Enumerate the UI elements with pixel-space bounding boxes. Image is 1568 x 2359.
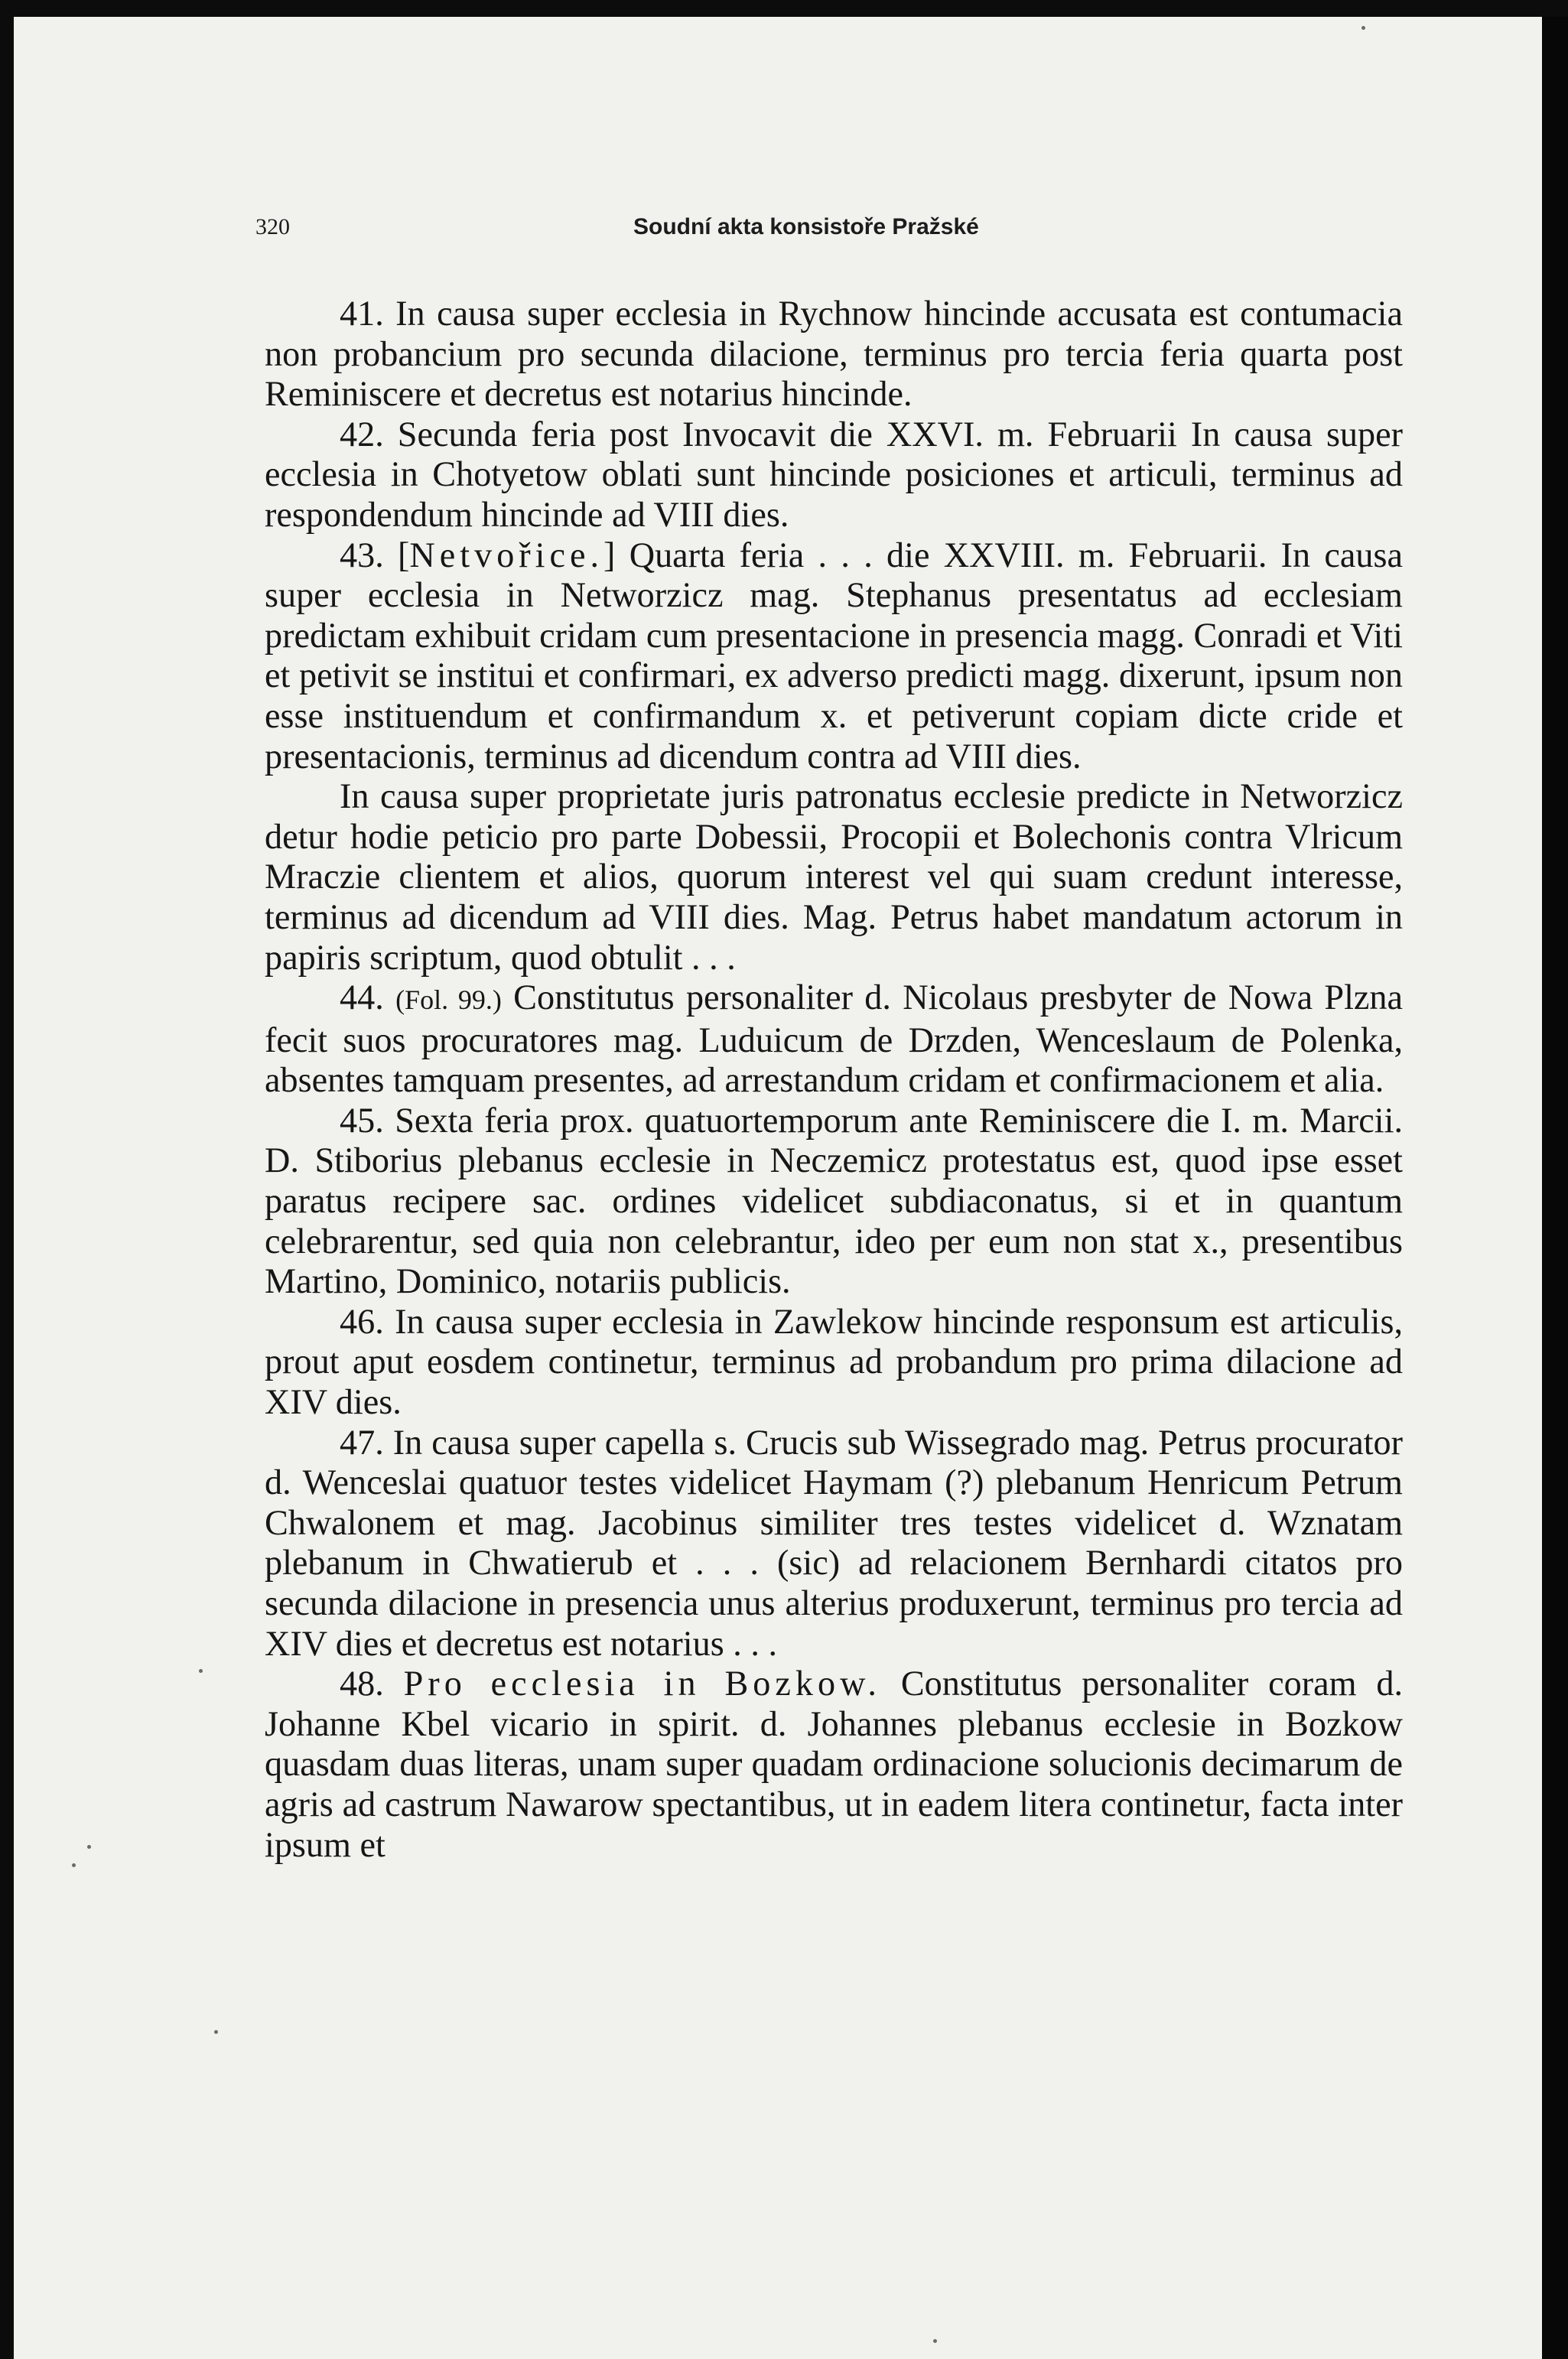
paragraph-44 [265,978,1403,1101]
scan-speck [1361,26,1365,30]
entry-text: ] Quarta feria . . . die XXVIII. m. Februarii. In causa super ecclesia in Networzicz mag. Stephanus presentatus ad ecclesiam predictam exhibuit cridam cum presentacione in presencia magg. Conradi et Viti et petivit se institui et confirmari, ex adverso predicti magg. dixerunt, ipsum non esse instituendum et confirmandum x. et petiverunt copiam dicte cride et presentacionis, terminus ad dicendum contra ad VIII dies. [265,535,1403,776]
scan-speck [214,2030,218,2034]
paragraph-45: 45. Sexta feria prox. quatuortemporum ante Reminiscere die I. m. Marcii. D. Stiborius plebanus ecclesie in Neczemicz protestatus est, quod ipse esset paratus recipere sac. ordines videlicet subdiaconatus, si et in quantum celebrarentur, sed quia non celebrantur, ideo per eum non stat x., presentibus Martino, Dominico, notariis publicis. [265,1100,1403,1301]
scan-speck [87,1845,91,1849]
entry-text: Constitutus personaliter d. Nicolaus presbyter de Nowa Plzna fecit suos procuratores mag. Luduicum de Drzden, Wenceslaum de Polenka, absentes tamquam presentes, ad arrestandum cridam et confirmacionem et alia. [265,978,1404,1100]
scan-speck [933,2339,937,2343]
section-heading: Pro ecclesia in Bozkow. [403,1664,881,1703]
paragraph-46: 46. In causa super ecclesia in Zawlekow hincinde responsum est articulis, prout aput eosdem continetur, terminus ad probandum pro prima dilacione ad XIV dies. [265,1301,1403,1422]
place-heading: Netvořice. [409,535,604,574]
entry-number: 43. [ [340,535,410,574]
body-text [265,294,1403,1865]
page-edge-shadow [1542,17,1568,2359]
running-title: Soudní akta konsistoře Pražské [633,214,979,239]
folio-reference: (Fol. 99.) [395,984,502,1016]
paragraph-43-continued: In causa super proprietate juris patronatus ecclesie predicte in Networzicz detur hodie peticio pro parte Dobessii, Procopii et Bolechonis contra Vlricum Mraczie clientem et alios, quorum interest vel qui suam credunt interesse, terminus ad dicendum ad VIII dies. Mag. Petrus habet mandatum actorum in papiris scriptum, quod obtulit . . . [265,776,1403,977]
paragraph-48 [265,1664,1403,1865]
paragraph-41: 41. In causa super ecclesia in Rychnow hincinde accusata est contumacia non probancium pro secunda dilacione, terminus pro tercia feria quarta post Reminiscere et decretus est notarius hincinde. [265,294,1403,414]
book-page [14,17,1542,2359]
paragraph-42: 42. Secunda feria post Invocavit die XXVI. m. Februarii In causa super ecclesia in Chotyetow oblati sunt hincinde posiciones et articuli, terminus ad respondendum hincinde ad VIII dies. [265,414,1403,534]
paragraph-47: 47. In causa super capella s. Crucis sub Wissegrado mag. Petrus procurator d. Wenceslai quatuor testes videlicet Haymam (?) plebanum Henricum Petrum Chwalonem et mag. Jacobinus similiter tres testes videlicet d. Wznatam plebanum in Chwatierub et . . . (sic) ad relacionem Bernhardi citatos pro secunda dilacione in presencia unus alterius produxerunt, terminus pro tercia ad XIV dies et decretus est notarius . . . [265,1422,1403,1663]
entry-text: Constitutus personaliter coram d. Johanne Kbel vicario in spirit. d. Johannes plebanus ecclesie in Bozkow quasdam duas literas, unam super quadam ordinacione solucionis decimarum de agris ad castrum Nawarow spectantibus, ut in eadem litera continetur, facta inter ipsum et [265,1664,1404,1864]
page-number: 320 [255,214,290,239]
scan-speck [72,1863,76,1867]
scan-speck [199,1669,203,1673]
entry-number: 48. [340,1664,384,1703]
page-header [14,214,1542,245]
paragraph-43 [265,535,1403,777]
entry-number: 44. [340,978,384,1017]
